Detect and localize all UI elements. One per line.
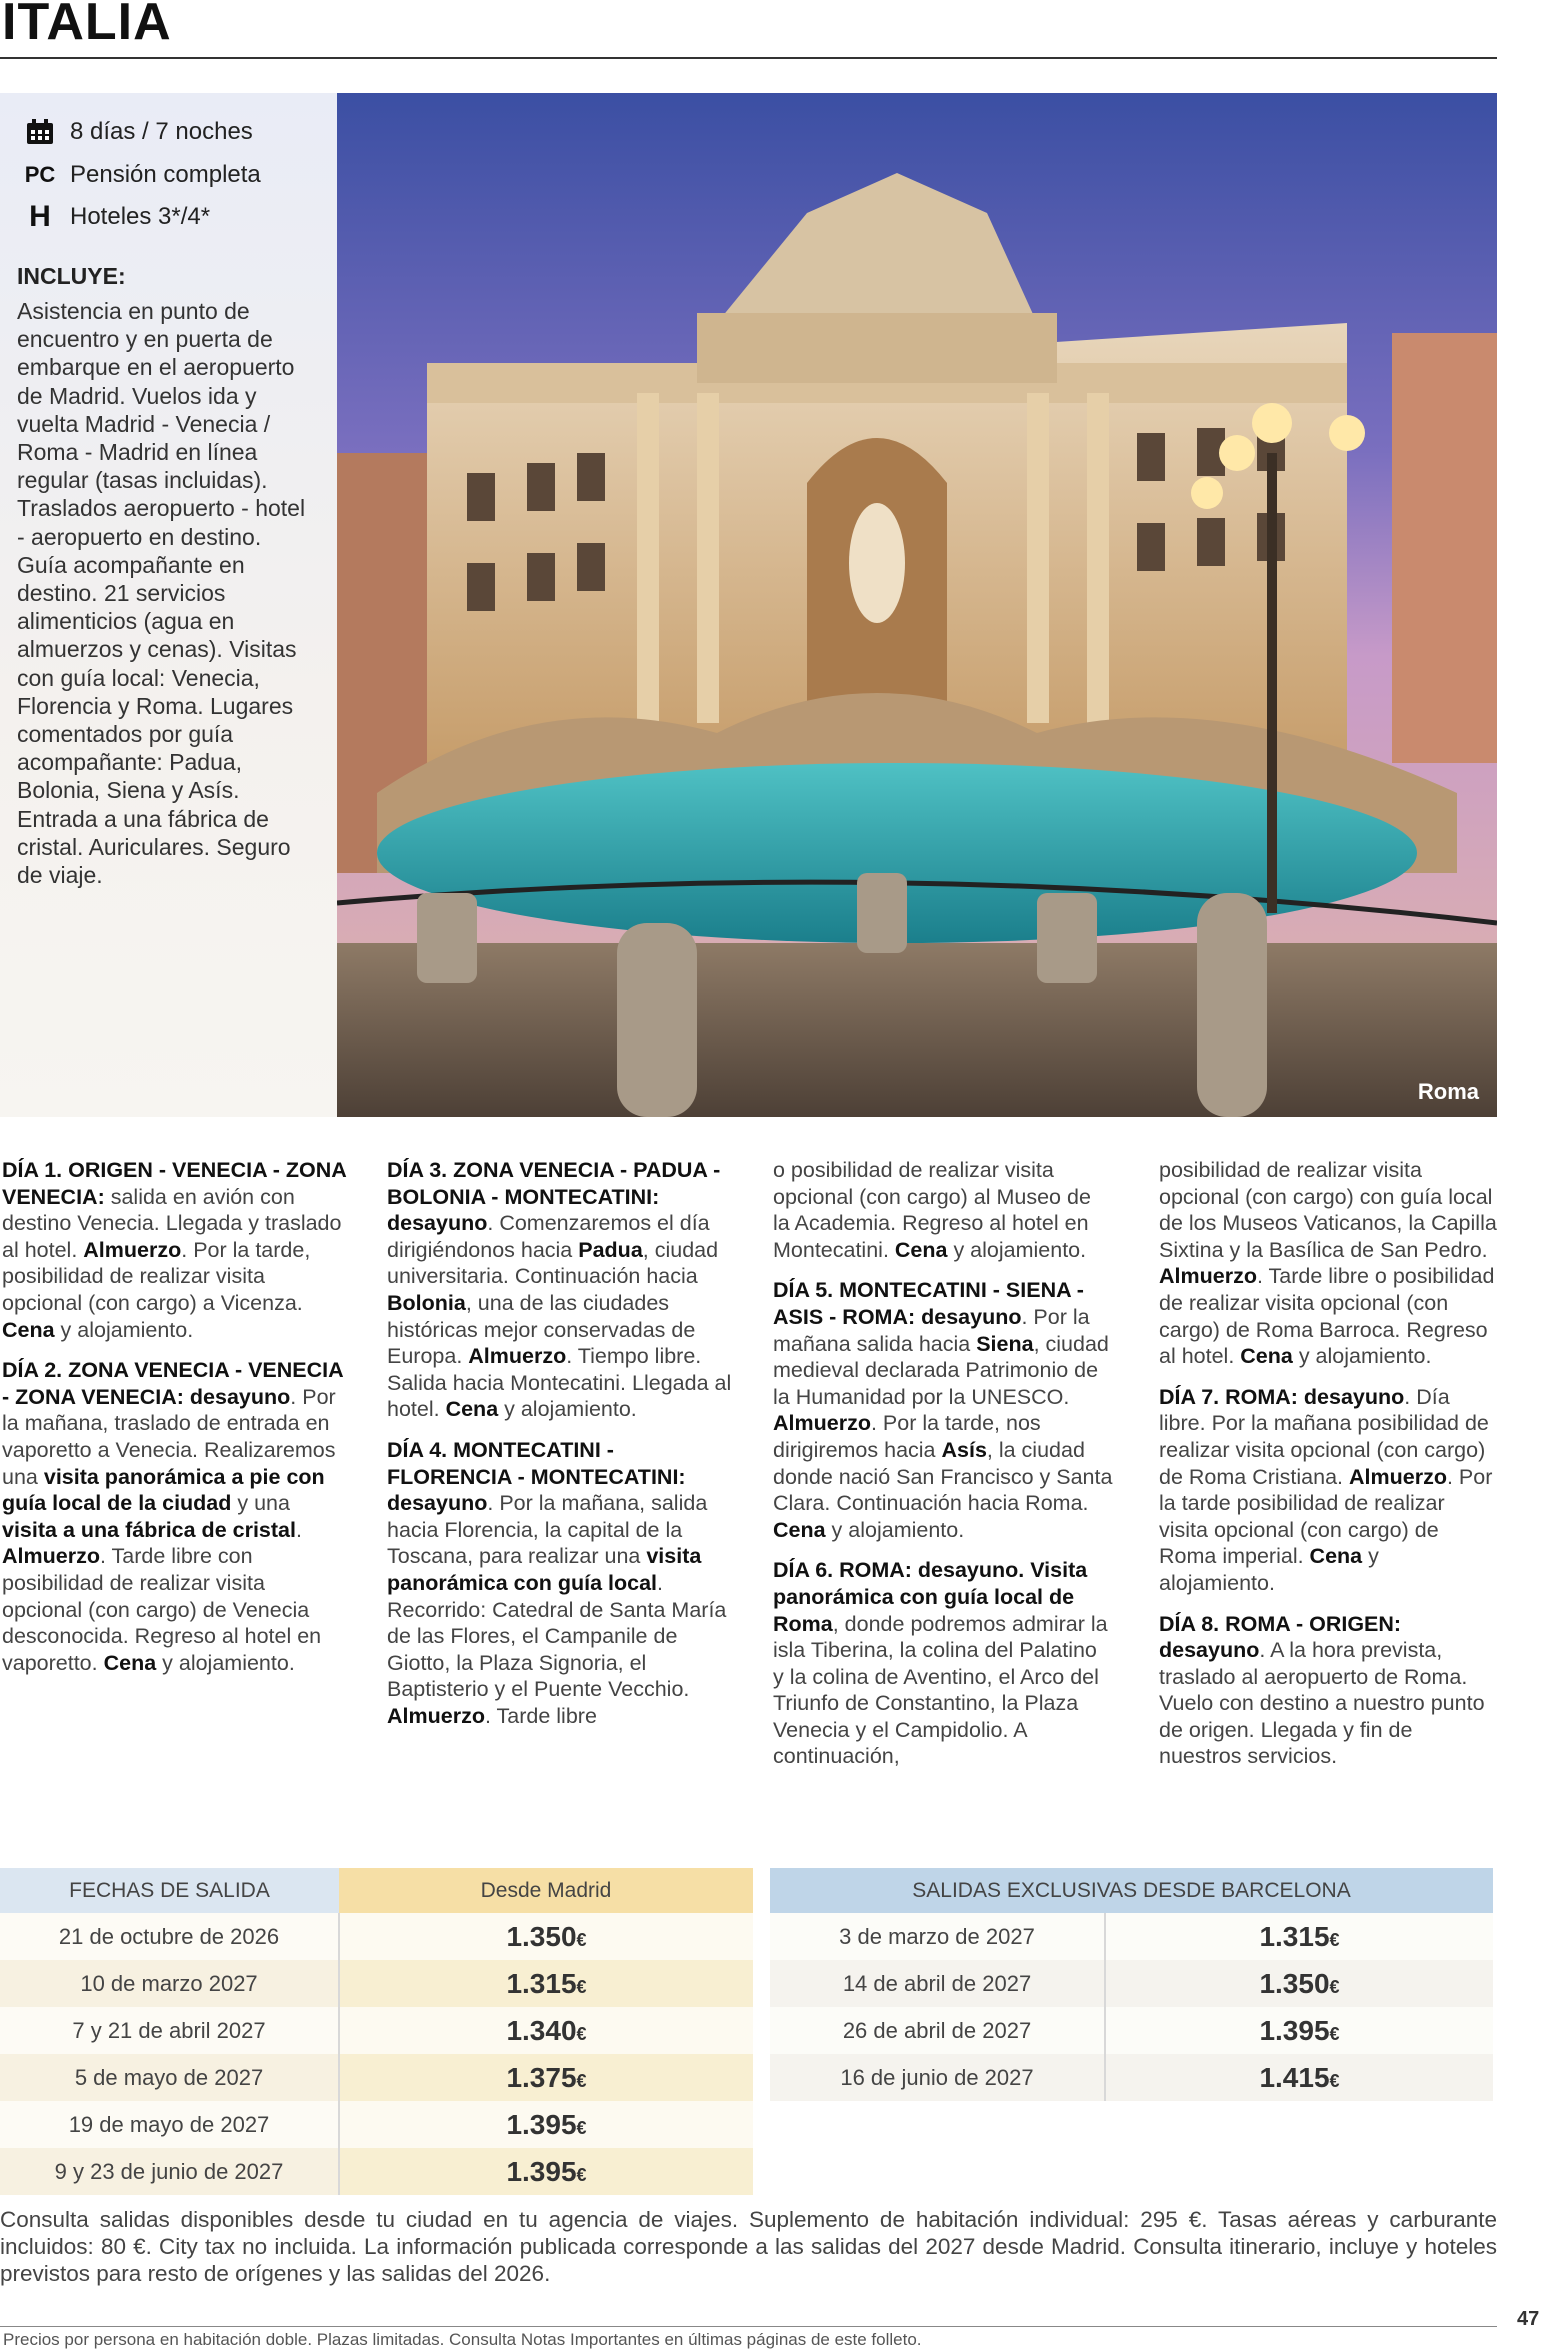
- itinerary-bold-text: Cena: [445, 1397, 499, 1422]
- footer-divider: [0, 2326, 1497, 2327]
- currency-symbol: €: [576, 2164, 587, 2185]
- itinerary-text: . Por la mañana, salida hacia Florencia, la capital de la Toscana, para realizar una: [387, 1491, 708, 1569]
- itinerary-text: . Tarde libre con posibilidad de realizar visita opcional (con cargo) de Venecia desconocida. Regreso al hotel en vaporetto.: [2, 1544, 322, 1675]
- itinerary-text: , ciudad universitaria. Continuación hacia: [387, 1237, 719, 1289]
- price-cell: [1105, 2007, 1493, 2054]
- itinerary-column-3: [773, 1157, 1113, 1784]
- itinerary-text: . Por la mañana salida hacia: [773, 1304, 1090, 1356]
- currency-symbol: €: [576, 1976, 587, 1997]
- hotel-label: Hoteles 3*/4*: [70, 203, 211, 230]
- itinerary-text: . Por la tarde, nos dirigiremos hacia: [773, 1411, 1041, 1462]
- itinerary-column-4: [1159, 1157, 1497, 1784]
- title-divider: [0, 57, 1497, 59]
- departure-date: 5 de mayo de 2027: [0, 2054, 339, 2101]
- currency-symbol: €: [576, 1929, 587, 1950]
- price-value: 1.395: [1259, 2014, 1330, 2046]
- itinerary-bold-text: visita panorámica a pie con guía local de la ciudad: [2, 1464, 325, 1516]
- page-title: ITALIA: [2, 0, 172, 51]
- itinerary-bold-text: DÍA 7. ROMA: desayuno: [1159, 1384, 1405, 1409]
- itinerary-bold-text: DÍA 1. ORIGEN - VENECIA - ZONA VENECIA:: [2, 1158, 347, 1209]
- hotel-feature: [24, 200, 324, 234]
- departure-date: 16 de junio de 2027: [770, 2054, 1105, 2101]
- itinerary-text: y alojamiento.: [54, 1317, 194, 1342]
- conditions-note: Consulta salidas disponibles desde tu ciudad en tu agencia de viajes. Suplemento de habitación individual: 295 €. Tasas aéreas y carburante incluidos: 80 €. City tax no incluida. La información publicada corresponde a las salidas del 2027 desde Madrid. Consulta itinerario, incluye y hoteles previstos para resto de orígenes y las salidas del 2026.: [0, 2207, 1497, 2286]
- price-row: [0, 2101, 753, 2148]
- barcelona-header: SALIDAS EXCLUSIVAS DESDE BARCELONA: [770, 1868, 1493, 1913]
- itinerary-text: salida en avión con destino Venecia. Llegada y traslado al hotel.: [2, 1184, 342, 1262]
- currency-symbol: €: [1329, 1929, 1340, 1950]
- itinerary-bold-text: DÍA 5. MONTECATINI - SIENA - ASIS - ROMA: desayuno: [773, 1278, 1084, 1329]
- includes-text: Asistencia en punto de encuentro y en puerta de embarque en el aeropuerto de Madrid. Vuelos ida y vuelta Madrid - Venecia / Roma - Madrid en línea regular (tasas incluidas). Traslados aeropuerto - hotel - aeropuerto en destino. Guía acompañante en destino. 21 servicios alimenticios (agua en almuerzos y cenas). Visitas con guía local: Venecia, Florencia y Roma. Lugares comentados por guía acompañante: Padua, Bolonia, Siena y Asís. Entrada a una fábrica de cristal. Auriculares. Seguro de viaje.: [17, 298, 306, 889]
- itinerary-bold-text: Almuerzo: [773, 1411, 871, 1436]
- itinerary-text: . Recorrido: Catedral de Santa María de las Flores, el Campanile de Giotto, la Plaza Signoria, el Baptisterio y el Puente Vecchio.: [387, 1570, 727, 1702]
- departure-date: 21 de octubre de 2026: [0, 1913, 339, 1960]
- madrid-price-table: [0, 1868, 753, 2195]
- itinerary-paragraph: [773, 1157, 1113, 1263]
- itinerary-text: y alojamiento.: [825, 1517, 965, 1542]
- price-value: 1.350: [1259, 1967, 1330, 1999]
- includes-title: INCLUYE:: [17, 263, 126, 289]
- itinerary-bold-text: Cena: [103, 1650, 157, 1675]
- itinerary-bold-text: Cena: [894, 1237, 948, 1262]
- itinerary-bold-text: DÍA 2. ZONA VENECIA - VENECIA - ZONA VENECIA: desayuno: [2, 1358, 343, 1409]
- barcelona-price-table: [770, 1868, 1493, 2101]
- price-cell: [339, 2007, 753, 2054]
- hotel-icon: H: [29, 200, 51, 233]
- itinerary-paragraph: [1159, 1384, 1497, 1597]
- departure-date: 9 y 23 de junio de 2027: [0, 2148, 339, 2195]
- price-cell: [339, 2148, 753, 2195]
- itinerary-bold-text: Almuerzo: [387, 1703, 485, 1728]
- itinerary-text: . Por la tarde posibilidad de realizar visita opcional (con cargo) de Roma imperial.: [1159, 1464, 1493, 1569]
- page-number: 47: [1517, 2308, 1540, 2330]
- price-row: [770, 1913, 1493, 1960]
- itinerary-bold-text: Almuerzo: [2, 1544, 100, 1569]
- departure-date: 26 de abril de 2027: [770, 2007, 1105, 2054]
- price-cell: [1105, 1913, 1493, 1960]
- departure-date: 7 y 21 de abril 2027: [0, 2007, 339, 2054]
- itinerary-text: , la ciudad donde nació San Francisco y Santa Clara. Continuación hacia Roma.: [773, 1437, 1113, 1516]
- departure-date: 3 de marzo de 2027: [770, 1913, 1105, 1960]
- itinerary-bold-text: Padua: [578, 1237, 643, 1262]
- itinerary-bold-text: Bolonia: [387, 1290, 466, 1315]
- price-row: [770, 1960, 1493, 2007]
- currency-symbol: €: [576, 2023, 587, 2044]
- itinerary-bold-text: visita panorámica con guía local: [387, 1544, 702, 1595]
- itinerary-column-1: [2, 1157, 347, 1690]
- itinerary-text: y alojamiento.: [947, 1237, 1087, 1262]
- price-row: [0, 2148, 753, 2195]
- itinerary-text: posibilidad de realizar visita opcional (con cargo) con guía local de los Museos Vaticanos, la Capilla Sixtina y la Basílica de San Pedro.: [1159, 1158, 1497, 1262]
- duration-feature: [24, 115, 324, 149]
- itinerary-text: o posibilidad de realizar visita opcional (con cargo) al Museo de la Academia. Regreso al hotel en Montecatini.: [773, 1158, 1091, 1262]
- currency-symbol: €: [1329, 2070, 1340, 2091]
- hero-image: [337, 93, 1497, 1117]
- price-value: 1.375: [506, 2061, 577, 2093]
- itinerary-text: . Día libre. Por la mañana posibilidad de realizar visita opcional (con cargo) de Roma Cristiana.: [1159, 1384, 1489, 1489]
- departure-date: 10 de marzo 2027: [0, 1960, 339, 2007]
- footer-text: Precios por persona en habitación doble. Plazas limitadas. Consulta Notas Importantes en últimas páginas de este folleto.: [3, 2330, 922, 2349]
- price-cell: [1105, 2054, 1493, 2101]
- itinerary-text: . Tiempo libre. Salida hacia Montecatini. Llegada al hotel.: [387, 1344, 732, 1422]
- itinerary-bold-text: visita a una fábrica de cristal: [2, 1517, 296, 1542]
- itinerary-paragraph: [773, 1277, 1113, 1543]
- itinerary-bold-text: Almuerzo: [83, 1237, 182, 1262]
- calendar-icon: [24, 117, 56, 147]
- itinerary-text: y alojamiento.: [1159, 1544, 1379, 1595]
- itinerary-bold-text: DÍA 3. ZONA VENECIA - PADUA - BOLONIA - MONTECATINI: desayuno: [387, 1158, 721, 1236]
- itinerary-text: . Por la mañana, traslado de entrada en vaporetto a Venecia. Realizaremos una: [2, 1384, 336, 1489]
- itinerary-bold-text: Almuerzo: [1349, 1464, 1447, 1489]
- currency-symbol: €: [1329, 2023, 1340, 2044]
- itinerary-text: y alojamiento.: [498, 1397, 637, 1422]
- departure-date: 14 de abril de 2027: [770, 1960, 1105, 2007]
- itinerary-text: , ciudad medieval declarada Patrimonio de la Humanidad por la UNESCO.: [773, 1331, 1109, 1409]
- price-value: 1.340: [506, 2014, 577, 2046]
- price-cell: [339, 1913, 753, 1960]
- departure-date: 19 de mayo de 2027: [0, 2101, 339, 2148]
- itinerary-paragraph: [2, 1357, 347, 1676]
- itinerary-text: . A la hora prevista, traslado al aeropuerto de Roma. Vuelo con destino a nuestro punto de origen. Llegada y fin de nuestros servicios.: [1159, 1638, 1485, 1769]
- itinerary-text: , donde podremos admirar la isla Tiberina, la colina del Palatino y la colina de Aventino, el Arco del Triunfo de Constantino, la Plaza Venecia y el Campidolio. A continuación,: [773, 1611, 1108, 1769]
- price-cell: [339, 2054, 753, 2101]
- dates-header: FECHAS DE SALIDA: [0, 1868, 339, 1913]
- madrid-header: Desde Madrid: [339, 1868, 753, 1913]
- hero-caption: Roma: [1417, 1079, 1479, 1104]
- price-row: [0, 1913, 753, 1960]
- itinerary-paragraph: [387, 1157, 732, 1423]
- price-value: 1.395: [506, 2155, 577, 2187]
- itinerary-paragraph: [2, 1157, 347, 1343]
- itinerary-text: . Por la tarde, posibilidad de realizar visita opcional (con cargo) a Vicenza.: [2, 1237, 311, 1315]
- itinerary-bold-text: Almuerzo: [468, 1344, 567, 1369]
- itinerary-text: y alojamiento.: [156, 1650, 295, 1675]
- price-value: 1.395: [506, 2108, 577, 2140]
- itinerary-bold-text: Cena: [773, 1517, 826, 1542]
- itinerary-text: . Comenzaremos el día dirigiéndonos hacia: [387, 1211, 710, 1262]
- price-value: 1.315: [1259, 1920, 1330, 1952]
- itinerary-paragraph: [1159, 1611, 1497, 1771]
- price-cell: [339, 1960, 753, 2007]
- itinerary-paragraph: [387, 1437, 732, 1730]
- itinerary-bold-text: DÍA 8. ROMA - ORIGEN: desayuno: [1159, 1611, 1402, 1663]
- itinerary-bold-text: Cena: [1309, 1544, 1363, 1569]
- itinerary-bold-text: DÍA 6. ROMA: desayuno. Visita panorámica con guía local de Roma: [773, 1558, 1088, 1636]
- itinerary-column-2: [387, 1157, 732, 1743]
- price-row: [0, 2007, 753, 2054]
- itinerary-text: .: [295, 1517, 302, 1542]
- itinerary-bold-text: Cena: [2, 1317, 55, 1342]
- price-row: [770, 2054, 1493, 2101]
- currency-symbol: €: [1329, 1976, 1340, 1997]
- itinerary-paragraph: [1159, 1157, 1497, 1370]
- board-label: Pensión completa: [70, 161, 261, 188]
- itinerary-text: y alojamiento.: [1292, 1344, 1432, 1369]
- price-value: 1.350: [506, 1920, 577, 1952]
- itinerary-bold-text: DÍA 4. MONTECATINI - FLORENCIA - MONTECATINI: desayuno: [387, 1437, 686, 1516]
- itinerary-bold-text: Almuerzo: [1159, 1264, 1257, 1289]
- duration-label: 8 días / 7 noches: [70, 118, 253, 145]
- itinerary-text: . Tarde libre: [484, 1703, 597, 1728]
- price-cell: [1105, 1960, 1493, 2007]
- price-row: [0, 2054, 753, 2101]
- price-cell: [339, 2101, 753, 2148]
- itinerary-text: . Tarde libre o posibilidad de realizar visita opcional (con cargo) de Roma Barroca. Regreso al hotel.: [1159, 1264, 1495, 1369]
- itinerary-paragraph: [773, 1557, 1113, 1770]
- itinerary-text: , una de las ciudades históricas mejor conservadas de Europa.: [387, 1290, 696, 1369]
- currency-symbol: €: [576, 2117, 587, 2138]
- price-value: 1.315: [506, 1967, 577, 1999]
- price-row: [0, 1960, 753, 2007]
- itinerary-bold-text: Asís: [941, 1437, 987, 1462]
- price-row: [770, 2007, 1493, 2054]
- itinerary-bold-text: Siena: [976, 1331, 1034, 1356]
- itinerary-text: y una: [231, 1491, 290, 1516]
- board-feature: [24, 158, 324, 192]
- pc-icon: PC: [24, 162, 56, 187]
- price-value: 1.415: [1259, 2061, 1330, 2093]
- currency-symbol: €: [576, 2070, 587, 2091]
- itinerary-bold-text: Cena: [1240, 1344, 1293, 1369]
